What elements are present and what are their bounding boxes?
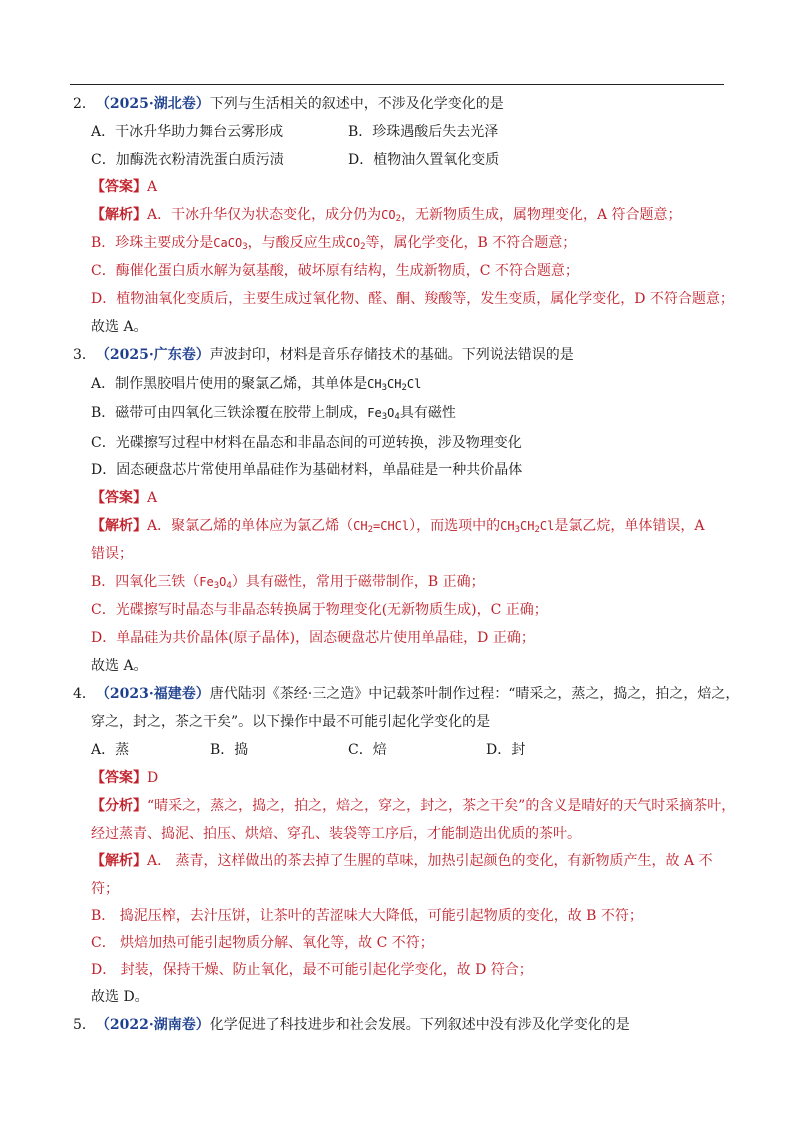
conclusion-line: 故选 A。 bbox=[91, 658, 148, 674]
question-number: 4． bbox=[73, 686, 96, 702]
explanation-text: B．珍珠主要成分是 bbox=[91, 235, 214, 251]
option-text: A．制作黑胶唱片使用的聚氯乙烯，其单体是 bbox=[91, 376, 368, 392]
explanation-line bbox=[91, 852, 713, 870]
explanation-line bbox=[91, 517, 704, 539]
formula-fe3o4: $Fe_3O_4$ bbox=[199, 575, 232, 591]
question-stem: 下列与生活相关的叙述中，不涉及化学变化的是 bbox=[209, 96, 504, 112]
explanation-text: B．四氧化三铁（ bbox=[91, 574, 200, 590]
explanation-text: ，与酸反应生成 bbox=[247, 235, 346, 251]
option-a bbox=[91, 375, 421, 397]
question-source: （2022·湖南卷） bbox=[95, 1017, 210, 1033]
option-text: B．磁带可由四氧化三铁涂覆在胶带上制成， bbox=[91, 405, 368, 421]
explanation-text: ，无新物质生成，属物理变化，A 符合题意； bbox=[400, 207, 682, 223]
question-4 bbox=[73, 685, 739, 703]
answer-value: D bbox=[147, 770, 159, 786]
explanation-line: C．光碟擦写时晶态与非晶态转换属于物理变化(无新物质生成)，C 正确； bbox=[91, 602, 548, 618]
conclusion-line: 故选 A。 bbox=[91, 319, 148, 335]
formula-ch3ch2cl: $CH_3CH_2Cl$ bbox=[367, 377, 422, 393]
explanation-tag: 【解析】 bbox=[91, 853, 147, 869]
formula-fe3o4: $Fe_3O_4$ bbox=[367, 406, 400, 422]
explanation-line: C． 烘焙加热可能引起物质分解、氧化等，故 C 不符； bbox=[91, 935, 434, 951]
explanation-text: 等，属化学变化，B 不符合题意； bbox=[365, 235, 577, 251]
analysis-text: “晴采之，蒸之，捣之，拍之，焙之，穿之，封之，茶之干矣”的含义是晴好的天气时采摘茶叶， bbox=[147, 798, 736, 814]
answer-tag: 【答案】 bbox=[91, 490, 147, 506]
explanation-text: A． 蒸青，这样做出的茶去掉了生腥的草味，加热引起颜色的变化，有新物质产生，故 A 不 bbox=[147, 853, 713, 869]
answer-value: A bbox=[147, 490, 158, 506]
answer-line bbox=[91, 178, 157, 196]
formula-ch2chcl: $CH_2=CHCl$ bbox=[353, 519, 410, 535]
explanation-line: D． 封装，保持干燥、防止氧化，最不可能引起化学变化，故 D 符合； bbox=[91, 962, 533, 978]
question-number: 5． bbox=[73, 1017, 96, 1033]
formula-co2: $CO_2$ bbox=[345, 236, 366, 252]
question-stem: 声波封印，材料是音乐存储技术的基础。下列说法错误的是 bbox=[209, 347, 574, 363]
explanation-text: 是氯乙烷，单体错误，A bbox=[554, 518, 705, 534]
option-d: D．固态硬盘芯片常使用单晶硅作为基础材料，单晶硅是一种共价晶体 bbox=[91, 462, 523, 478]
option-b: B．捣 bbox=[210, 742, 249, 758]
question-5 bbox=[73, 1016, 630, 1034]
analysis-line: 经过蒸青、捣泥、拍压、烘焙、穿孔、装袋等工序后，才能制造出优质的茶叶。 bbox=[91, 826, 581, 842]
explanation-tag: 【解析】 bbox=[91, 207, 147, 223]
explanation-line: D．单晶硅为共价晶体(原子晶体)，固态硬盘芯片使用单晶硅，D 正确； bbox=[91, 630, 535, 646]
answer-tag: 【答案】 bbox=[91, 179, 147, 195]
option-b: B．珍珠遇酸后失去光泽 bbox=[348, 124, 499, 140]
question-2 bbox=[73, 95, 504, 113]
question-number: 2． bbox=[73, 96, 96, 112]
question-3 bbox=[73, 346, 574, 364]
explanation-tag: 【解析】 bbox=[91, 518, 147, 534]
explanation-line bbox=[91, 573, 485, 595]
question-stem: 化学促进了科技进步和社会发展。下列叙述中没有涉及化学变化的是 bbox=[209, 1017, 630, 1033]
explanation-text: ）具有磁性，常用于磁带制作，B 正确； bbox=[231, 574, 485, 590]
formula-ch3ch2cl: $CH_3CH_2Cl$ bbox=[500, 519, 555, 535]
explanation-text: A．干冰升华仅为状态变化，成分仍为 bbox=[147, 207, 382, 223]
option-c: C．光碟擦写过程中材料在晶态和非晶态间的可逆转换，涉及物理变化 bbox=[91, 435, 522, 451]
option-d: D．植物油久置氧化变质 bbox=[348, 152, 500, 168]
analysis-tag: 【分析】 bbox=[91, 798, 147, 814]
question-stem: 唐代陆羽《茶经·三之造》中记载茶叶制作过程：“晴采之，蒸之，捣之，拍之，焙之， bbox=[209, 686, 740, 702]
answer-line bbox=[91, 489, 157, 507]
explanation-line: D．植物油氧化变质后，主要生成过氧化物、醛、酮、羧酸等，发生变质，属化学变化，D 不符合题意； bbox=[91, 291, 734, 307]
explanation-line: 符； bbox=[91, 881, 119, 897]
option-d: D．封 bbox=[486, 742, 526, 758]
conclusion-line: 故选 D。 bbox=[91, 989, 149, 1005]
question-number: 3． bbox=[73, 347, 96, 363]
option-text: 具有磁性 bbox=[399, 405, 456, 421]
answer-line bbox=[91, 769, 158, 787]
explanation-line: C．酶催化蛋白质水解为氨基酸，破坏原有结构，生成新物质，C 不符合题意； bbox=[91, 263, 579, 279]
explanation-line: 错误； bbox=[91, 546, 133, 562]
explanation-line bbox=[91, 234, 576, 256]
explanation-text: A．聚氯乙烯的单体应为氯乙烯（ bbox=[147, 518, 354, 534]
explanation-line: B． 捣泥压榨，去汁压饼，让茶叶的苦涩味大大降低，可能引起物质的变化，故 B 不符； bbox=[91, 908, 643, 924]
question-stem-continued: 穿之，封之，茶之干矣”。以下操作中最不可能引起化学变化的是 bbox=[91, 714, 491, 730]
question-source: （2025·湖北卷） bbox=[95, 96, 210, 112]
option-a: A．蒸 bbox=[91, 742, 130, 758]
formula-caco3: CaCO$_3$ bbox=[213, 236, 248, 252]
analysis-line bbox=[91, 797, 735, 815]
header-rule bbox=[70, 84, 724, 85]
explanation-line bbox=[91, 206, 682, 228]
formula-co2: $CO_2$ bbox=[381, 208, 401, 224]
option-a: A．干冰升华助力舞台云雾形成 bbox=[91, 124, 284, 140]
answer-tag: 【答案】 bbox=[91, 770, 147, 786]
question-source: （2025·广东卷） bbox=[95, 347, 210, 363]
explanation-text: ），而选项中的 bbox=[409, 518, 501, 534]
option-c: C．焙 bbox=[348, 742, 387, 758]
question-source: （2023·福建卷） bbox=[95, 686, 210, 702]
answer-value: A bbox=[147, 179, 158, 195]
option-b bbox=[91, 404, 456, 426]
option-c: C．加酶洗衣粉清洗蛋白质污渍 bbox=[91, 152, 284, 168]
